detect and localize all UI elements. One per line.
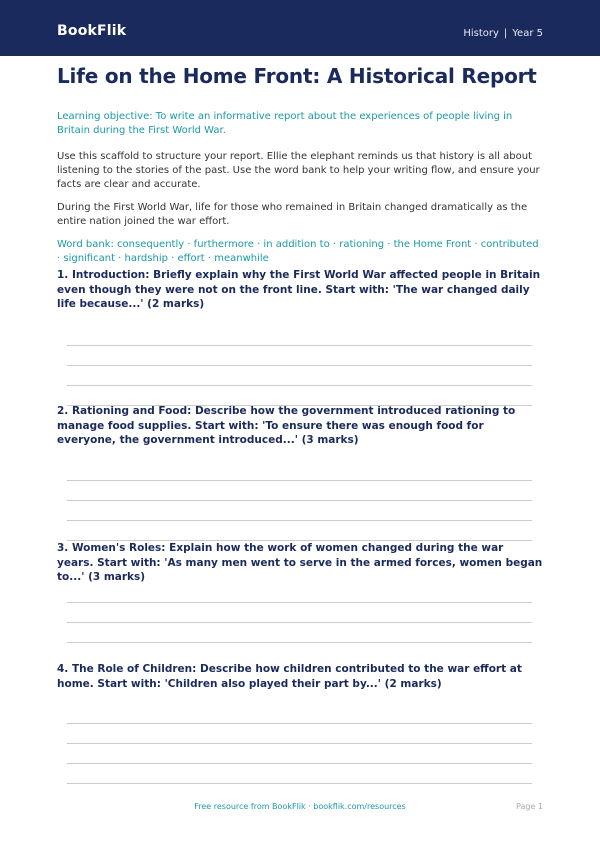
answer-line xyxy=(67,385,532,386)
context-paragraph: During the First World War, life for those who remained in Britain changed dramatically as the entire nation joined the war effort. xyxy=(57,202,528,227)
answer-line xyxy=(67,743,532,744)
answer-line xyxy=(67,723,532,724)
year-label: Year 5 xyxy=(512,28,543,39)
answer-line xyxy=(67,642,532,643)
question-1 xyxy=(57,268,543,312)
page-footer xyxy=(0,802,600,816)
intro-section xyxy=(57,62,543,266)
question-text: 4. The Role of Children: Describe how children contributed to the war effort at home. Start with: 'Children also played their part by...' (2 marks) xyxy=(57,663,522,690)
question-text: 3. Women's Roles: Explain how the work of women changed during the war years. Start with: 'As many men went to serve in the armed forces, women began to...' (3 marks) xyxy=(57,542,543,583)
question-text: 1. Introduction: Briefly explain why the First World War affected people in Britain even though they were not on the front line. Start with: 'The war changed daily life because...' (2 marks) xyxy=(57,269,541,310)
answer-line xyxy=(67,345,532,346)
intro-paragraph: Use this scaffold to structure your report. Ellie the elephant reminds us that history is all about listening to the stories of the past. Use the word bank to help your writing flow, and ensure your facts are clear and accurate. xyxy=(57,151,540,190)
question-3 xyxy=(57,541,543,585)
word-bank: Word bank: consequently · furthermore · in addition to · rationing · the Home Front · contributed · significant · hardship · effort · meanwhile xyxy=(57,239,539,264)
page-header xyxy=(0,0,600,56)
answer-line xyxy=(67,783,532,784)
brand-logo: BookFlik xyxy=(57,23,127,39)
learning-objective: Learning objective: To write an informative report about the experiences of people living in Britain during the First World War. xyxy=(57,111,513,136)
page-number: Page 1 xyxy=(516,802,543,811)
answer-line xyxy=(67,602,532,603)
question-text: 2. Rationing and Food: Describe how the government introduced rationing to manage food supplies. Start with: 'To ensure there was enough food for everyone, the government introduced...' (3 marks) xyxy=(57,405,516,446)
page-title: Life on the Home Front: A Historical Report xyxy=(57,64,537,88)
question-2 xyxy=(57,404,543,448)
answer-line xyxy=(67,622,532,623)
subject-year-label xyxy=(463,28,543,39)
answer-line xyxy=(67,520,532,521)
answer-line xyxy=(67,365,532,366)
answer-line xyxy=(67,500,532,501)
answer-line xyxy=(67,480,532,481)
answer-line xyxy=(67,763,532,764)
question-4 xyxy=(57,662,543,691)
footer-credit: Free resource from BookFlik · bookflik.com/resources xyxy=(194,802,406,811)
subject-label: History xyxy=(463,28,499,39)
separator: | xyxy=(503,28,508,39)
